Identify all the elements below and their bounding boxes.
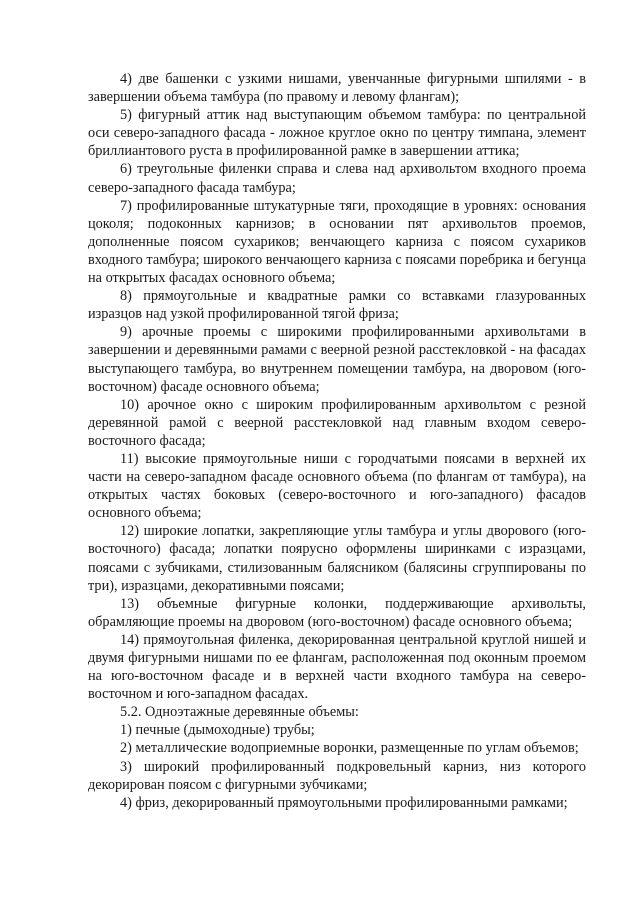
paragraph-item-14-panel: 14) прямоугольная филенка, декорированная центральной круглой нишей и двумя фигурными нишами по ее флангам, расположенная под оконным проемом на юго-восточном фасаде и в верхней части входного тамбура на северо-восточном и юго-западном фасадах. (88, 631, 586, 703)
document-page (88, 70, 586, 812)
paragraph-wooden-item-4: 4) фриз, декорированный прямоугольными профилированными рамками; (120, 794, 568, 811)
paragraph-item-4-towers: 4) две башенки с узкими нишами, увенчанные фигурными шпилями - в завершении объема тамбура (по правому и левому флангам); (88, 71, 586, 106)
section-heading-5-2: 5.2. Одноэтажные деревянные объемы: (120, 704, 359, 721)
paragraph-item-7-moldings: 7) профилированные штукатурные тяги, проходящие в уровнях: основания цоколя; подоконных карнизов; в основании пят архивольтов проемов, дополненные поясом сухариков; венчающего карниза с поясом сухариков входного тамбура; широкого венчающего карниза с поясами поребрика и бегунца на открытых фасадах основного объема; (88, 197, 586, 287)
paragraph-wooden-item-1: 1) печные (дымоходные) трубы; (120, 722, 315, 739)
paragraph-item-5-attic: 5) фигурный аттик над выступающим объемом тамбура: по центральной оси северо-западного фасада - ложное круглое окно по центру тимпана, элемент бриллиантового руста в профилированной рамке в завершении аттика; (88, 107, 586, 160)
paragraph-item-12-pilasters: 12) широкие лопатки, закрепляющие углы тамбура и углы дворового (юго-восточного) фасада; лопатки поярусно оформлены ширинками с изразцами, поясами с зубчиками, стилизованным балясником (балясины сгруппированы по три), изразцами, декоративными поясами; (88, 523, 586, 594)
paragraph-item-9-arched-openings: 9) арочные проемы с широкими профилированными архивольтами в завершении и деревянными рамами с веерной резной расстекловкой - на фасадах выступающего тамбура, во внутреннем помещении тамбура, на дворовом (юго-восточном) фасаде основного объема; (88, 324, 586, 395)
paragraph-item-10-arched-window: 10) арочное окно с широким профилированным архивольтом с резной деревянной рамой с веерной расстекловкой над главным входом северо-восточного фасада; (88, 396, 586, 449)
paragraph-wooden-item-2: 2) металлические водоприемные воронки, размещенные по углам объемов; (120, 740, 579, 757)
paragraph-wooden-item-3: 3) широкий профилированный подкровельный карниз, низ которого декорирован поясом с фигурными зубчиками; (88, 758, 586, 793)
paragraph-item-11-niches: 11) высокие прямоугольные ниши с городчатыми поясами в верхней их части на северо-западном фасаде основного объема (по флангам от тамбура), на открытых частях боковых (северо-восточного и юго-западного) фасадов основного объема; (88, 450, 586, 522)
paragraph-item-6-panels: 6) треугольные филенки справа и слева над архивольтом входного проема северо-западного фасада тамбура; (88, 161, 586, 196)
paragraph-item-13-columns: 13) объемные фигурные колонки, поддерживающие архивольты, обрамляющие проемы на дворовом (юго-восточном) фасаде основного объема; (88, 595, 586, 630)
paragraph-item-8-frames: 8) прямоугольные и квадратные рамки со вставками глазурованных изразцов над узкой профилированной тягой фриза; (88, 288, 586, 323)
